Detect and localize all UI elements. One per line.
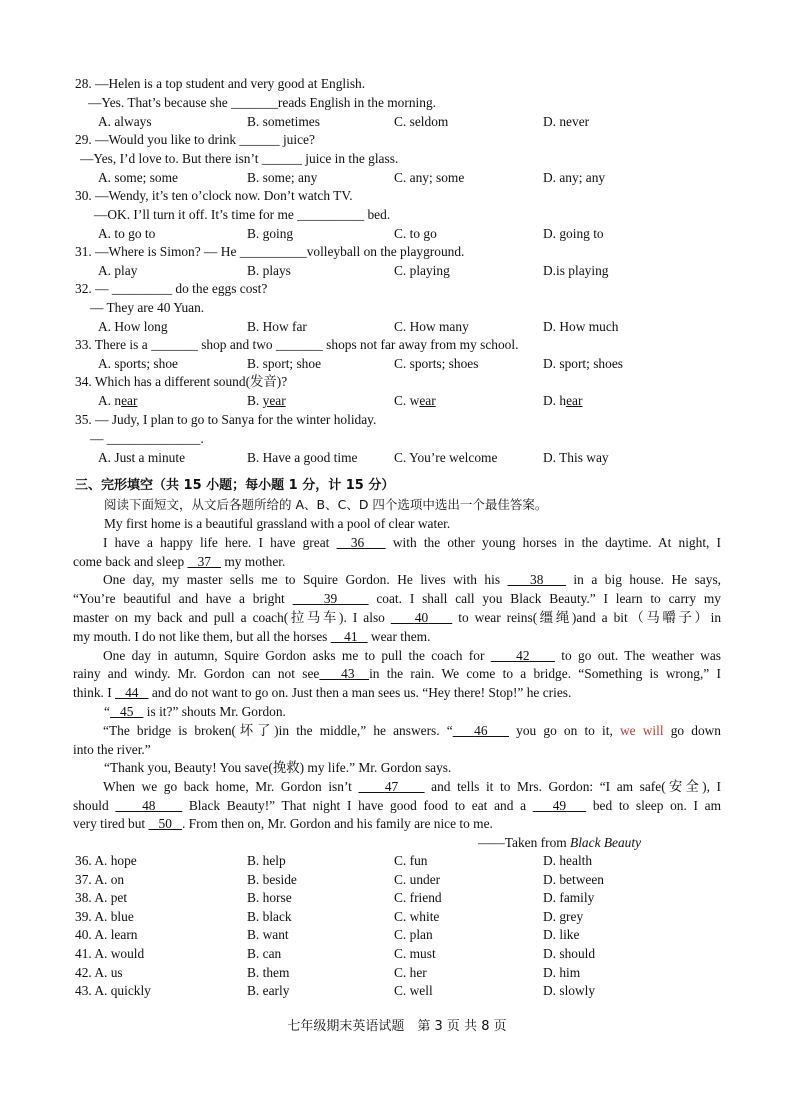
q32-answer: — They are 40 Yuan.	[90, 300, 205, 315]
choice-option: C. well	[394, 983, 433, 999]
q28-option-d: D. never	[543, 114, 590, 129]
passage-line: very tired but 50 . From then on, Mr. Gordon and his family are nice to me.	[73, 816, 493, 831]
choice-option: C. her	[394, 964, 427, 980]
q35-option-d: D. This way	[543, 450, 609, 465]
passage-line: rainy and windy. Mr. Gordon can not see 43 in the rain. We come to a bridge. “Something is wrong,” I	[73, 666, 721, 681]
choice-option: 36. A. hope	[75, 853, 137, 868]
q31-option-a: A. play	[98, 263, 138, 278]
choice-option: B. want	[247, 927, 289, 943]
choice-option: D. slowly	[543, 983, 596, 999]
passage-line: “Thank you, Beauty! You save(挽救) my life.” Mr. Gordon says.	[104, 760, 452, 775]
choice-option: 37. A. on	[75, 871, 125, 887]
page-footer: 七年级期末英语试题 第 3 页 共 8 页	[287, 1019, 507, 1034]
choice-option: D. grey	[543, 908, 584, 924]
passage-line: should 48 Black Beauty!” That night I have good food to eat and a 49 bed to sleep on. I am	[73, 798, 722, 813]
passage-line: think. I 44 and do not want to go on. Just then a man sees us. “Hey there! Stop!” he cries.	[73, 685, 572, 700]
q33-question: 33. There is a _______ shop and two _______ shops not far away from my school.	[75, 337, 519, 352]
q33-option-b: B. sport; shoe	[247, 356, 322, 371]
q30-option-c: C. to go	[394, 226, 437, 241]
q34-option-b: B. year	[247, 393, 286, 408]
passage-line: “You’re beautiful and have a bright 39 coat. I shall call you Black Beauty.” I learn to carry my	[73, 591, 722, 606]
section-instruction: 阅读下面短文，从文后各题所给的 A、B、C、D 四个选项中选出一个最佳答案。	[104, 497, 548, 512]
q32-option-b: B. How far	[247, 319, 307, 334]
choice-option: D. should	[543, 946, 596, 961]
q29-option-d: D. any; any	[543, 170, 606, 185]
choice-option: D. like	[543, 927, 580, 943]
choice-option: B. help	[247, 853, 286, 868]
choice-option: C. must	[394, 946, 436, 961]
q29-answer: —Yes, I’d love to. But there isn’t ______ juice in the glass.	[80, 151, 399, 166]
q28-option-b: B. sometimes	[247, 114, 320, 129]
choice-option: D. between	[543, 871, 604, 887]
passage-line: One day, my master sells me to Squire Gordon. He lives with his 38 in a big house. He says,	[103, 572, 722, 587]
q35-option-a: A. Just a minute	[98, 450, 186, 465]
q32-question: 32. — _________ do the eggs cost?	[75, 281, 268, 296]
choice-option: D. health	[543, 853, 593, 868]
q28-option-a: A. always	[98, 114, 152, 129]
q31-option-c: C. playing	[394, 263, 450, 278]
q30-option-b: B. going	[247, 226, 294, 241]
q31-question: 31. —Where is Simon? — He __________volleyball on the playground.	[75, 244, 465, 259]
q30-question: 30. —Wendy, it’s ten o’clock now. Don’t watch TV.	[75, 188, 353, 203]
choice-option: B. can	[247, 946, 282, 961]
highlighted-text: we will	[619, 723, 664, 738]
choice-option: 43. A. quickly	[75, 983, 151, 999]
q29-option-c: C. any; some	[394, 170, 465, 185]
q35-option-c: C. You’re welcome	[394, 450, 498, 465]
q35-answer: — ______________.	[90, 431, 204, 446]
q34-option-a: A. near	[98, 393, 138, 408]
q34-option-d: D. hear	[543, 393, 583, 408]
choice-option: D. him	[543, 964, 581, 980]
choice-option: 42. A. us	[75, 964, 123, 980]
choice-option: D. family	[543, 890, 595, 906]
choice-option: B. horse	[247, 890, 292, 906]
q28-option-c: C. seldom	[394, 114, 449, 129]
choice-option: C. fun	[394, 853, 428, 868]
q33-option-d: D. sport; shoes	[543, 356, 623, 371]
q32-option-a: A. How long	[98, 319, 168, 334]
choice-option: 39. A. blue	[75, 908, 134, 924]
passage-line: When we go back home, Mr. Gordon isn’t 47 and tells it to Mrs. Gordon: “I am safe(安全), I	[103, 779, 722, 794]
passage-source: ——Taken from Black Beauty	[478, 835, 642, 850]
q29-option-b: B. some; any	[247, 170, 318, 185]
passage-line: into the river.”	[73, 742, 151, 757]
passage-line: “ 45 is it?” shouts Mr. Gordon.	[104, 704, 286, 719]
passage-line: master on my back and pull a coach(拉马车). I also 40 to wear reins(缰绳)and a bit（马嚼子）in	[73, 610, 722, 625]
q33-option-a: A. sports; shoe	[98, 356, 178, 371]
choice-option: B. them	[247, 964, 290, 980]
q32-option-d: D. How much	[543, 319, 619, 334]
choice-option: 40. A. learn	[75, 927, 138, 943]
q28-answer: —Yes. That’s because she _______reads English in the morning.	[88, 95, 436, 110]
passage-line: I have a happy life here. I have great 36 with the other young horses in the daytime. At night, I	[103, 535, 722, 550]
q33-option-c: C. sports; shoes	[394, 356, 479, 371]
q29-question: 29. —Would you like to drink ______ juice?	[75, 132, 315, 147]
passage-line: One day in autumn, Squire Gordon asks me to pull the coach for 42 to go out. The weather was	[103, 648, 722, 663]
passage-line: my mouth. I do not like them, but all the horses 41 wear them.	[73, 629, 431, 644]
q31-option-d: D.is playing	[543, 263, 609, 278]
choice-option: B. early	[247, 983, 290, 999]
choice-option: C. plan	[394, 927, 433, 943]
passage-line: My first home is a beautiful grassland with a pool of clear water.	[104, 516, 451, 531]
q35-option-b: B. Have a good time	[247, 450, 358, 465]
choice-option: C. friend	[394, 890, 442, 906]
q30-answer: —OK. I’ll turn it off. It’s time for me __________ bed.	[94, 207, 391, 222]
choice-option: B. black	[247, 908, 292, 924]
passage-line: come back and sleep 37 my mother.	[73, 554, 286, 569]
choice-option: 38. A. pet	[75, 890, 128, 906]
choice-option: B. beside	[247, 871, 297, 887]
choice-option: C. under	[394, 871, 441, 887]
q30-option-d: D. going to	[543, 226, 604, 241]
q32-option-c: C. How many	[394, 319, 469, 334]
q30-option-a: A. to go to	[98, 226, 156, 241]
q34-option-c: C. wear	[394, 393, 436, 408]
choice-option: 41. A. would	[75, 946, 145, 961]
passage-line: “The bridge is broken(坏了)in the middle,” he answers. “ 46 you go on to it, we will go down	[103, 723, 722, 738]
q34-question: 34. Which has a different sound(发音)?	[75, 374, 288, 389]
choice-option: C. white	[394, 908, 440, 924]
q29-option-a: A. some; some	[98, 170, 178, 185]
q35-question: 35. — Judy, I plan to go to Sanya for the winter holiday.	[75, 412, 377, 427]
q31-option-b: B. plays	[247, 263, 291, 278]
q28-question: 28. —Helen is a top student and very good at English.	[75, 76, 366, 91]
section-heading: 三、完形填空（共 15 小题；每小题 1 分，计 15 分）	[75, 478, 395, 493]
